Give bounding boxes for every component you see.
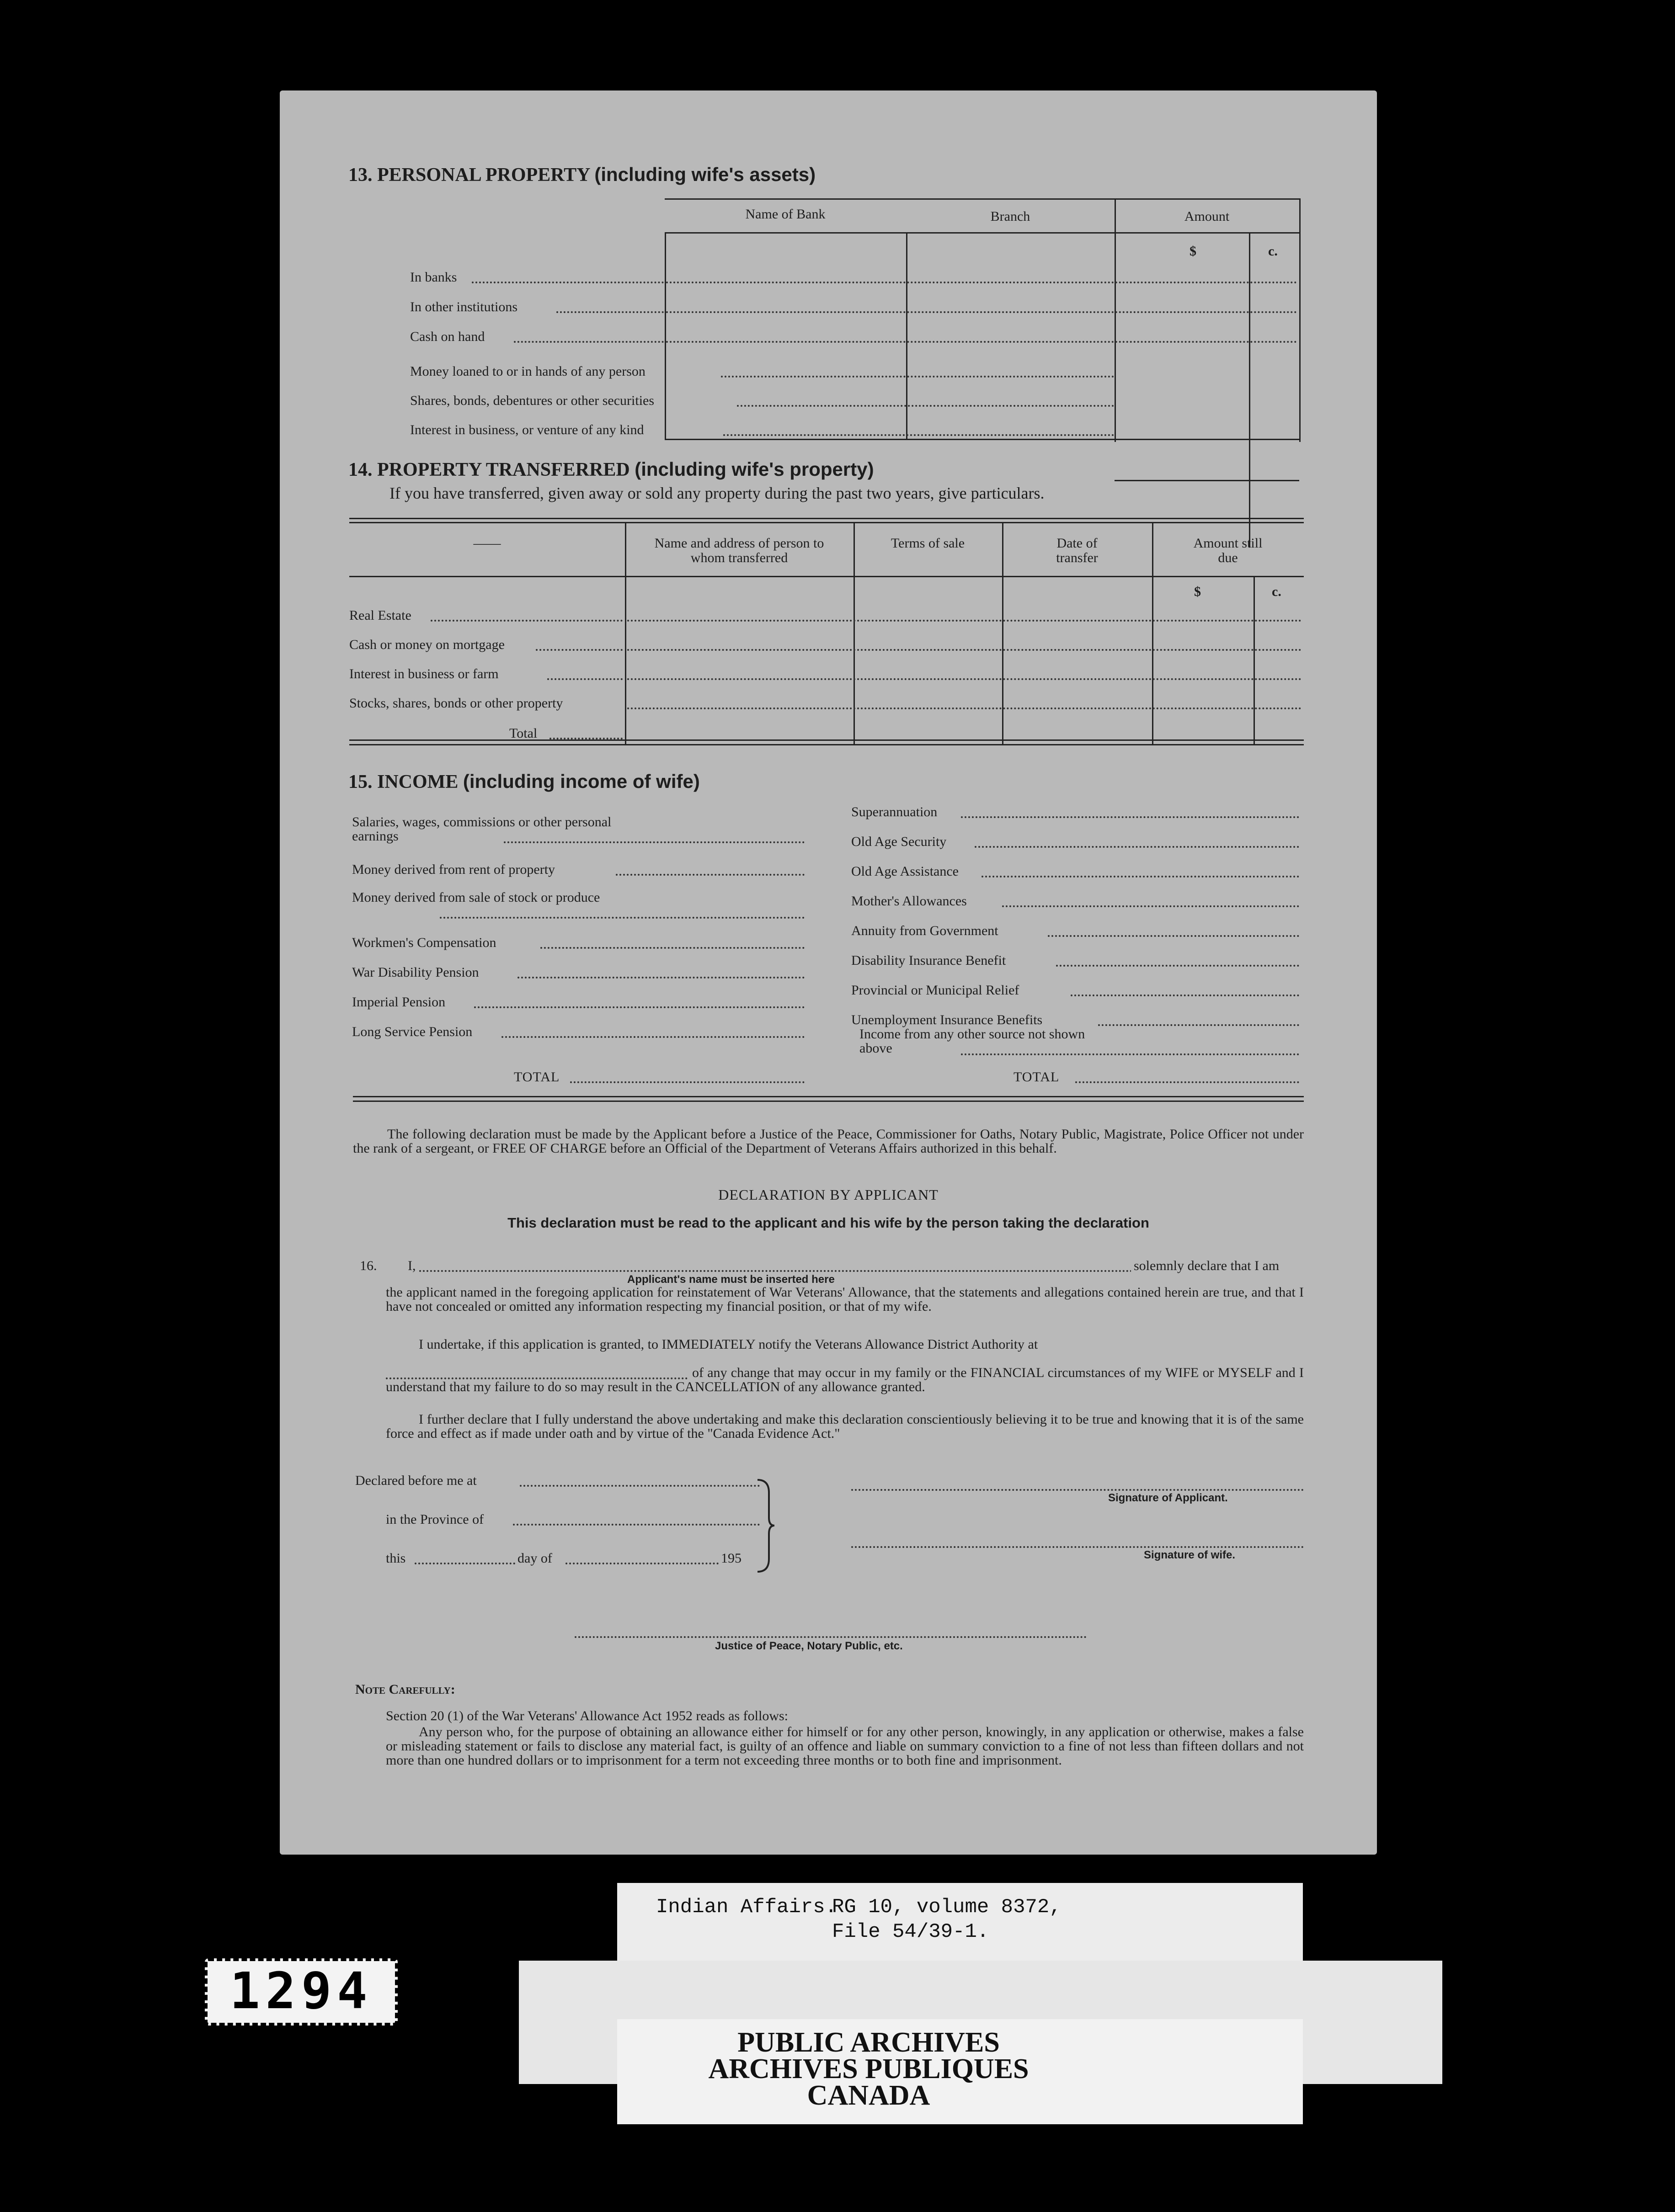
note-section: Section 20 (1) of the War Veterans' Allowance Act 1952 reads as follows: [386,1708,789,1723]
row-other-institutions: In other institutions [410,299,517,314]
income-unemployment: Unemployment Insurance Benefits [851,1012,1043,1027]
declaration-p2b: of any change that may occur in my family or the FINANCIAL circumstances of my WIFE or MYSELF and I understand that my failure to do so may result in the CANCELLATION of any allowance granted. [386,1365,1304,1394]
income-long-service: Long Service Pension [352,1024,473,1039]
row-real-estate: Real Estate [349,608,411,623]
row-shares-bonds: Shares, bonds, debentures or other securities [410,393,655,408]
frame-number: 1294 [229,1962,373,2020]
note-heading: Note Carefully: [355,1682,455,1697]
col-name-address: Name and address of person to whom transferred [654,536,824,565]
section-14-intro: If you have transferred, given away or sold any property during the past two years, give particulars. [389,484,1045,502]
this-label: this [386,1551,406,1566]
frame-number-marker [205,1958,398,2026]
day-of-label: day of [517,1551,552,1566]
col-blank: —— [473,536,501,551]
row-interest-business: Interest in business, or venture of any kind [410,422,644,437]
col-name-of-bank: Name of Bank [745,207,826,222]
declaration-p3: I further declare that I fully understand the above undertaking and make this declaration conscientiously believing it to be true and knowing that it is of the same force and effect as if made under oath and by virtue of the "Canada Evidence Act." [386,1412,1304,1441]
year-label: 195 [721,1551,741,1566]
income-mothers-allowances: Mother's Allowances [851,893,967,909]
declaration-i: I, [408,1258,416,1273]
row-stocks-shares: Stocks, shares, bonds or other property [349,696,563,711]
dollar-header: $ [1190,244,1196,259]
income-workmens-comp: Workmen's Compensation [352,935,496,950]
row-money-loaned: Money loaned to or in hands of any person [410,364,645,379]
signature-wife-label: Signature of wife. [1144,1549,1236,1561]
col-amount-still-due: Amount still due [1193,536,1263,565]
income-other-source: Income from any other source not shown above [859,1026,1085,1056]
section-15-title: 15. INCOME (including income of wife) [348,771,700,792]
stamp-line1: PUBLIC ARCHIVES [737,2027,1000,2058]
income-imperial-pension: Imperial Pension [352,994,446,1010]
income-superannuation: Superannuation [851,804,938,819]
section-13-title: 13. PERSONAL PROPERTY (including wife's assets) [348,164,816,186]
declaration-p1: the applicant named in the foregoing application for reinstatement of War Veterans' Allowance, that the statements and allegations contained herein are true, and that I have not concealed or omitted any information respecting my financial position, or that of my wife. [386,1285,1304,1314]
archive-stamp [617,2019,1303,2124]
row-total-14: Total [509,726,538,741]
declaration-heading: DECLARATION BY APPLICANT [718,1186,939,1203]
income-old-age-assistance: Old Age Assistance [851,864,959,879]
row-cash-mortgage: Cash or money on mortgage [349,637,505,652]
income-disability-insurance: Disability Insurance Benefit [851,953,1006,968]
form-page [280,90,1377,1855]
cents-header-14: c. [1272,584,1281,599]
income-annuity: Annuity from Government [851,923,998,938]
row-interest-farm: Interest in business or farm [349,666,499,681]
province-label: in the Province of [386,1512,484,1527]
income-provincial-relief: Provincial or Municipal Relief [851,983,1019,998]
cents-header: c. [1268,244,1278,259]
declared-before-me: Declared before me at [355,1473,477,1488]
dollar-header-14: $ [1194,584,1201,599]
section-14-title: 14. PROPERTY TRANSFERRED (including wife's property) [348,458,874,480]
income-total-left: TOTAL [514,1069,560,1085]
col-terms-of-sale: Terms of sale [891,536,965,551]
col-branch: Branch [990,209,1030,224]
declaration-p2a: I undertake, if this application is granted, to IMMEDIATELY notify the Veterans Allowance District Authority at [419,1337,1038,1352]
bracket-icon [755,1479,776,1573]
note-text: Any person who, for the purpose of obtaining an allowance either for himself or for any other person, knowingly, in any application or otherwise, makes a false or misleading statement or fails to disclose any material fact, is guilty of an offence and liable on summary conviction to a fine of not less than fifteen dollars and not more than one hundred dollars or to imprisonment for a term not exceeding three months or to both fine and imprisonment. [386,1724,1304,1768]
income-war-disability: War Disability Pension [352,965,479,980]
declaration-solemnly: solemnly declare that I am [1131,1258,1279,1274]
col-amount: Amount [1184,209,1230,224]
income-total-right: TOTAL [1014,1069,1060,1085]
income-old-age-security: Old Age Security [851,834,947,849]
applicant-name-note: Applicant's name must be inserted here [627,1273,835,1286]
declaration-number: 16. [360,1258,377,1273]
declaration-intro: The following declaration must be made by the Applicant before a Justice of the Peace, Commissioner for Oaths, Notary Public, Magistrate, Police Officer not under the rank of a sergeant, or FREE OF CHARGE before an Official of the Department of Veterans Affairs authorized in this behalf. [353,1127,1304,1156]
stamp-line2: ARCHIVES PUBLIQUES [708,2053,1029,2084]
archive-ref-line2: File 54/39-1. [832,1920,989,1943]
col-date-of-transfer: Date of transfer [1056,536,1098,565]
stamp-line3: CANADA [807,2080,930,2111]
income-sale-stock: Money derived from sale of stock or produce [352,890,600,905]
justice-of-peace-label: Justice of Peace, Notary Public, etc. [715,1640,903,1652]
income-rent: Money derived from rent of property [352,862,555,877]
row-in-banks: In banks [410,270,457,285]
declaration-subheading: This declaration must be read to the applicant and his wife by the person taking the declaration [507,1215,1149,1231]
archive-ref-line1: RG 10, volume 8372, [832,1896,1062,1919]
income-salaries: Salaries, wages, commissions or other personal earnings [352,814,612,844]
signature-applicant-label: Signature of Applicant. [1108,1492,1228,1504]
row-cash-on-hand: Cash on hand [410,329,485,344]
archive-dept: Indian Affairs. [656,1896,838,1919]
